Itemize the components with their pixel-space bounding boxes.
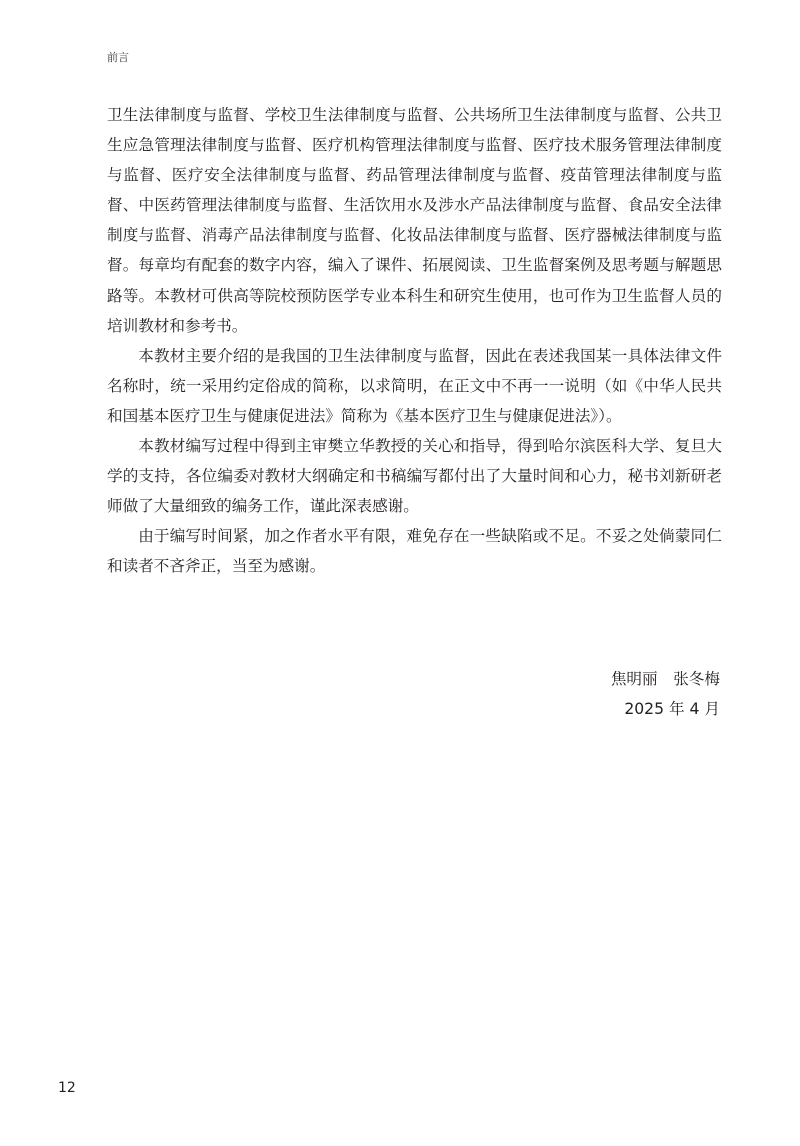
signature-block xyxy=(611,664,720,724)
signature-date: 2025 年 4 月 xyxy=(624,700,720,718)
paragraph-continuation: 卫生法律制度与监督、学校卫生法律制度与监督、公共场所卫生法律制度与监督、公共卫生应急管理法律制度与监督、医疗机构管理法律制度与监督、医疗技术服务管理法律制度与监督、医疗安全法律制度与监督、药品管理法律制度与监督、疫苗管理法律制度与监督、中医药管理法律制度与监督、生活饮用水及涉水产品法律制度与监督、食品安全法律制度与监督、消毒产品法律制度与监督、化妆品法律制度与监督、医疗器械法律制度与监督。每章均有配套的数字内容，编入了课件、拓展阅读、卫生监督案例及思考题与解题思路等。本教材可供高等院校预防医学专业本科生和研究生使用，也可作为卫生监督人员的培训教材和参考书。 xyxy=(107,106,722,335)
author-names: 焦明丽 张冬梅 xyxy=(610,670,720,688)
paragraph-acknowledgements: 本教材编写过程中得到主审樊立华教授的关心和指导，得到哈尔滨医科大学、复旦大学的支持，各位编委对教材大纲确定和书稿编写都付出了大量时间和心力，秘书刘新研老师做了大量细致的编务工作，谨此深表感谢。 xyxy=(107,437,722,516)
page-number: 12 xyxy=(58,1080,76,1096)
preface-body xyxy=(107,100,722,582)
paragraph-closing-remarks: 由于编写时间紧，加之作者水平有限，难免存在一些缺陷或不足。不妥之处倘蒙同仁和读者不吝斧正，当至为感谢。 xyxy=(107,527,722,576)
running-head: 前言 xyxy=(107,51,129,64)
paragraph-abbreviation-note: 本教材主要介绍的是我国的卫生法律制度与监督，因此在表述我国某一具体法律文件名称时，统一采用约定俗成的简称，以求简明，在正文中不再一一说明（如《中华人民共和国基本医疗卫生与健康促进法》简称为《基本医疗卫生与健康促进法》）。 xyxy=(107,346,722,425)
